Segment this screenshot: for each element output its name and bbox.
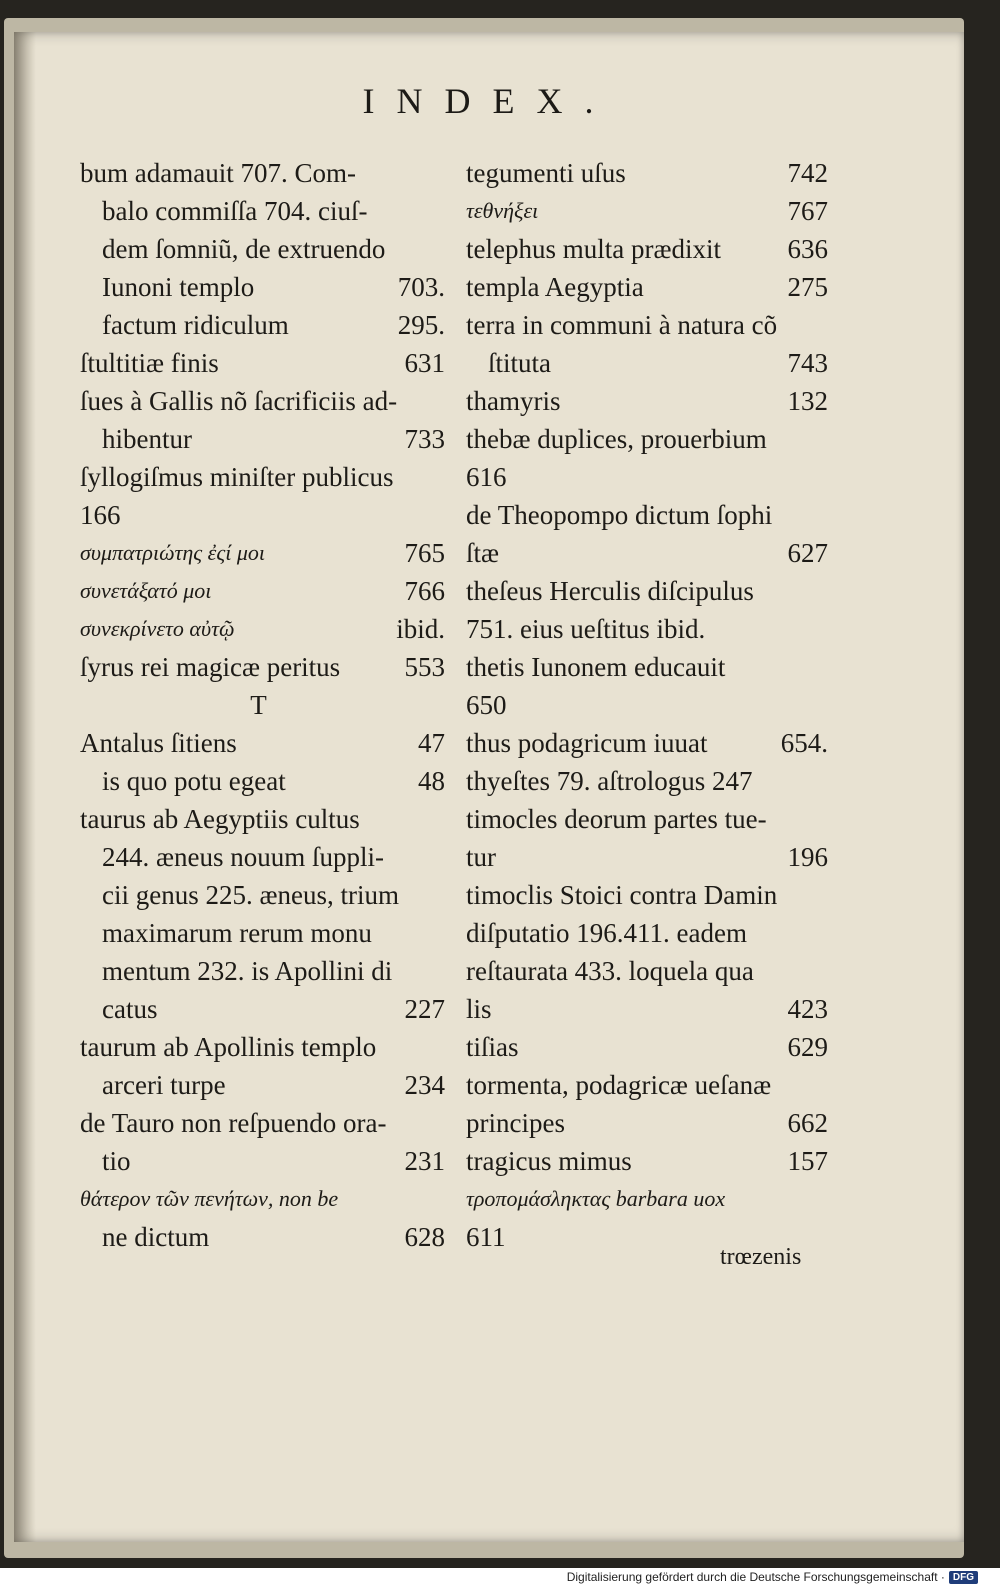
entry-text: de Tauro non reſpuendo ora- (80, 1108, 387, 1138)
entry-text: lis (466, 994, 492, 1024)
entry-text: terra in communi à natura cõ (466, 310, 778, 340)
entry-text: 611 (466, 1222, 506, 1252)
entry-text: ſyllogiſmus miniſter publicus (80, 462, 394, 492)
entry-page-number: ibid. (396, 614, 445, 644)
index-entry (466, 838, 828, 876)
page-header: INDEX. (362, 81, 616, 121)
entry-text: T (250, 690, 267, 720)
entry-page-number (437, 458, 445, 496)
index-entry (466, 382, 828, 420)
entry-text: Antalus ſitiens (80, 728, 237, 758)
entry-text: taurus ab Aegyptiis cultus (80, 804, 360, 834)
index-entry (80, 458, 445, 496)
entry-page-number: 636 (787, 234, 828, 264)
index-entry (80, 838, 445, 876)
entry-page-number: 157 (787, 1146, 828, 1176)
index-entry (80, 800, 445, 838)
entry-text: is quo potu egeat (102, 766, 286, 796)
entry-page-number (437, 1104, 445, 1142)
entry-page-number (820, 952, 828, 990)
entry-page-number (437, 496, 445, 534)
entry-text: 244. æneus nouum ſuppli- (102, 842, 384, 872)
entry-text: balo commiſſa 704. ciuſ- (102, 196, 368, 226)
index-entry (80, 610, 445, 648)
entry-page-number (820, 458, 828, 496)
entry-page-number (820, 1066, 828, 1104)
entry-text: dem ſomniũ, de extruendo (102, 234, 386, 264)
index-entry (466, 268, 828, 306)
entry-text: ſtæ (466, 538, 500, 568)
catchword: trœzenis (720, 1244, 802, 1270)
dfg-logo: DFG (949, 1571, 978, 1584)
index-entry (466, 420, 828, 458)
entry-text: tur (466, 842, 496, 872)
index-entry (466, 306, 828, 344)
entry-text: theſeus Herculis diſcipulus (466, 576, 754, 606)
index-entry (466, 154, 828, 192)
entry-page-number (437, 952, 445, 990)
index-entry (80, 344, 445, 382)
index-entry (466, 914, 828, 952)
index-entry (80, 990, 445, 1028)
entry-page-number: 423 (787, 994, 828, 1024)
entry-page-number (437, 914, 445, 952)
index-entry (80, 914, 445, 952)
index-entry (466, 1104, 828, 1142)
entry-text: timoclis Stoici contra Damin (466, 880, 778, 910)
index-entry (80, 876, 445, 914)
index-entry (466, 800, 828, 838)
entry-page-number: 627 (787, 538, 828, 568)
index-entry (80, 192, 445, 230)
entry-page-number: 629 (787, 1032, 828, 1062)
index-entry (466, 496, 828, 534)
entry-text: principes (466, 1108, 565, 1138)
index-entry (466, 1180, 828, 1218)
entry-text: bum adamauit 707. Com- (80, 158, 356, 188)
index-entry (466, 1066, 828, 1104)
index-entry (80, 154, 445, 192)
entry-text: τεθνήξει (466, 198, 539, 223)
entry-text: thetis Iunonem educauit (466, 652, 726, 682)
entry-page-number (437, 876, 445, 914)
entry-page-number: 196 (787, 842, 828, 872)
entry-text: diſputatio 196.411. eadem (466, 918, 747, 948)
entry-page-number: 295. (397, 310, 445, 340)
entry-text: timocles deorum partes tue- (466, 804, 767, 834)
index-entry (466, 762, 828, 800)
entry-text: hibentur (102, 424, 192, 454)
entry-text: ſtituta (488, 348, 551, 378)
index-entry (466, 572, 828, 610)
entry-page-number: 231 (404, 1146, 445, 1176)
entry-text: θάτερον τῶν πενήτων, non be (80, 1186, 339, 1211)
entry-page-number: 631 (404, 348, 445, 378)
entry-page-number: 742 (787, 158, 828, 188)
entry-page-number (820, 800, 828, 838)
gutter-shadow (14, 32, 36, 1542)
index-entry (466, 876, 828, 914)
entry-page-number (437, 382, 445, 420)
index-entry (466, 230, 828, 268)
entry-text: συνετάξατό μοι (80, 578, 212, 603)
index-entry (466, 724, 828, 762)
entry-page-number (820, 572, 828, 610)
index-entry (80, 1028, 445, 1066)
index-entry (80, 724, 445, 762)
entry-page-number: 654. (780, 728, 828, 758)
entry-text: 751. eius ueſtitus ibid. (466, 614, 706, 644)
entry-page-number: 227 (404, 994, 445, 1024)
entry-text: templa Aegyptia (466, 272, 644, 302)
entry-page-number (820, 648, 828, 686)
entry-page-number (820, 762, 828, 800)
index-entry (80, 496, 445, 534)
entry-page-number (820, 686, 828, 724)
entry-page-number (437, 1180, 445, 1218)
entry-page-number: 733 (404, 424, 445, 454)
entry-text: συμπατριώτης ἐςί μοι (80, 540, 266, 565)
entry-text: taurum ab Apollinis templo (80, 1032, 377, 1062)
entry-page-number (820, 610, 828, 648)
index-entry (80, 762, 445, 800)
index-entry (466, 686, 828, 724)
entry-text: catus (102, 994, 158, 1024)
footer-text: Digitalisierung gefördert durch die Deutsche Forschungsgemeinschaft · (566, 1570, 945, 1584)
entry-text: de Theopompo dictum ſophi (466, 500, 773, 530)
entry-text: thebæ duplices, prouerbium (466, 424, 767, 454)
entry-page-number: 47 (418, 728, 445, 758)
entry-text: ſyrus rei magicæ peritus (80, 652, 341, 682)
index-column-right (466, 154, 828, 1256)
entry-text: maximarum rerum monu (102, 918, 372, 948)
entry-page-number (820, 1180, 828, 1218)
index-entry (80, 648, 445, 686)
entry-page-number: 662 (787, 1108, 828, 1138)
index-entry (80, 1180, 445, 1218)
index-entry (80, 534, 445, 572)
entry-text: thamyris (466, 386, 561, 416)
entry-page-number (437, 192, 445, 230)
entry-page-number: 132 (787, 386, 828, 416)
index-entry (80, 306, 445, 344)
entry-text: Iunoni templo (102, 272, 255, 302)
entry-page-number: 703. (397, 272, 445, 302)
entry-text: thus podagricum iuuat (466, 728, 708, 758)
entry-text: cii genus 225. æneus, trium (102, 880, 399, 910)
entry-page-number (820, 496, 828, 534)
entry-text: tiſias (466, 1032, 519, 1062)
index-entry (466, 1142, 828, 1180)
index-entry (466, 192, 828, 230)
index-entry (466, 534, 828, 572)
digitization-footer (567, 1570, 978, 1584)
entry-page-number (437, 838, 445, 876)
index-entry (466, 648, 828, 686)
entry-page-number (267, 686, 275, 724)
entry-page-number (437, 154, 445, 192)
index-entry (466, 458, 828, 496)
entry-text: τροπομάσληκτας barbara uox (466, 1186, 726, 1211)
entry-page-number: 767 (787, 196, 828, 226)
entry-page-number (437, 1028, 445, 1066)
index-entry (466, 610, 828, 648)
index-entry (466, 1028, 828, 1066)
entry-text: tio (102, 1146, 131, 1176)
entry-page-number (820, 306, 828, 344)
index-entry (80, 1104, 445, 1142)
index-entry (466, 344, 828, 382)
entry-page-number: 628 (404, 1222, 445, 1252)
index-entry (80, 420, 445, 458)
index-entry (80, 382, 445, 420)
index-entry (466, 990, 828, 1028)
entry-text: tragicus mimus (466, 1146, 632, 1176)
index-entry (80, 686, 445, 724)
entry-text: mentum 232. is Apollini di (102, 956, 393, 986)
index-entry (80, 230, 445, 268)
entry-page-number (820, 914, 828, 952)
entry-page-number (820, 420, 828, 458)
index-entry (80, 952, 445, 990)
index-entry (466, 952, 828, 990)
entry-text: factum ridiculum (102, 310, 289, 340)
index-entry (80, 1066, 445, 1104)
entry-page-number: 48 (418, 766, 445, 796)
entry-page-number (820, 1218, 828, 1256)
entry-page-number (437, 230, 445, 268)
entry-text: telephus multa prædixit (466, 234, 721, 264)
entry-page-number (820, 876, 828, 914)
entry-text: reſtaurata 433. loquela qua (466, 956, 754, 986)
entry-page-number: 743 (787, 348, 828, 378)
entry-text: 616 (466, 462, 507, 492)
entry-text: arceri turpe (102, 1070, 226, 1100)
entry-text: thyeſtes 79. aſtrologus 247 (466, 766, 753, 796)
entry-text: ne dictum (102, 1222, 210, 1252)
entry-page-number: 765 (404, 538, 445, 568)
entry-text: 650 (466, 690, 507, 720)
entry-page-number: 553 (404, 652, 445, 682)
entry-page-number: 234 (404, 1070, 445, 1100)
entry-text: ſues à Gallis nõ ſacrificiis ad- (80, 386, 398, 416)
book-page (14, 32, 964, 1542)
entry-page-number (437, 800, 445, 838)
index-entry (80, 572, 445, 610)
entry-page-number: 275 (787, 272, 828, 302)
entry-text: συνεκρίνετο αὐτῷ (80, 616, 235, 641)
entry-text: ſtultitiæ finis (80, 348, 219, 378)
index-column-left (80, 154, 445, 1256)
entry-text: tormenta, podagricæ ueſanæ (466, 1070, 772, 1100)
index-entry (80, 1142, 445, 1180)
entry-page-number: 766 (404, 576, 445, 606)
index-entry (80, 268, 445, 306)
entry-text: tegumenti uſus (466, 158, 626, 188)
index-entry (80, 1218, 445, 1256)
entry-text: 166 (80, 500, 121, 530)
